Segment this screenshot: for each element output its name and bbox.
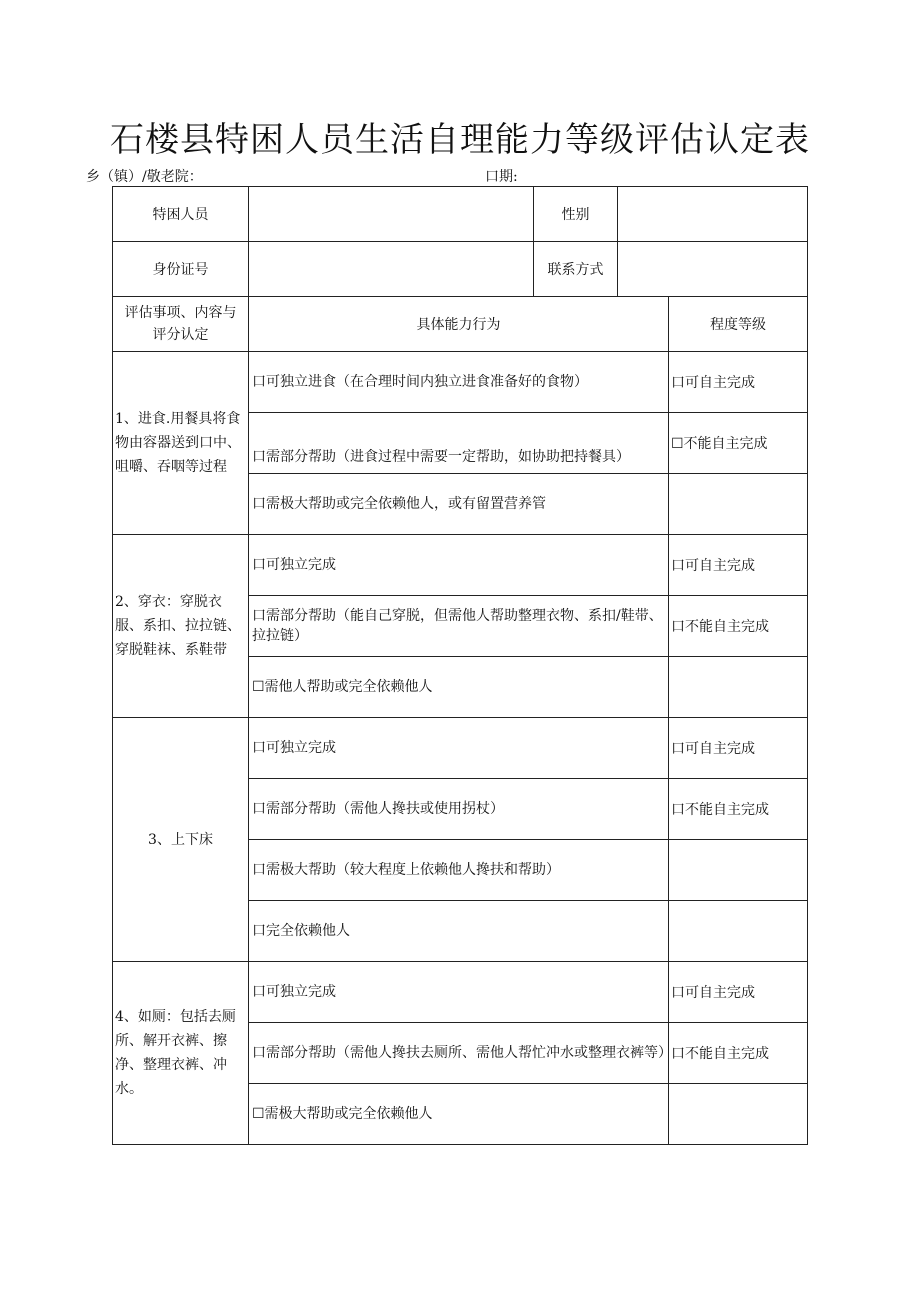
- contact-field[interactable]: [618, 242, 808, 297]
- date-label: 口期:: [485, 169, 518, 185]
- section-2-level-3[interactable]: [669, 657, 808, 718]
- contact-label: 联系方式: [534, 242, 618, 297]
- section-4-option-2[interactable]: 口需部分帮助（需他人搀扶去厕所、需他人帮忙冲水或整理衣裤等）: [249, 1023, 669, 1084]
- section-3-level-1[interactable]: 口可自主完成: [669, 718, 808, 779]
- table-row: [113, 718, 808, 779]
- section-4-level-3[interactable]: [669, 1084, 808, 1145]
- page-title: 石楼县特困人员生活自理能力等级评估认定表: [110, 120, 810, 160]
- person-field[interactable]: [249, 187, 534, 242]
- table-row: [113, 352, 808, 413]
- section-1-option-3[interactable]: 口需极大帮助或完全依赖他人，或有留置营养管: [249, 474, 669, 535]
- section-4-level-1[interactable]: 口可自主完成: [669, 962, 808, 1023]
- section-2-level-1[interactable]: 口可自主完成: [669, 535, 808, 596]
- table-row: [113, 535, 808, 596]
- section-3-option-4[interactable]: 口完全依赖他人: [249, 901, 669, 962]
- section-2-category: 2、穿衣：穿脱衣服、系扣、拉拉链、穿脱鞋袜、系鞋带: [113, 535, 249, 718]
- section-1-level-1[interactable]: 口可自主完成: [669, 352, 808, 413]
- section-4-level-2[interactable]: 口不能自主完成: [669, 1023, 808, 1084]
- section-2-level-2[interactable]: 口不能自主完成: [669, 596, 808, 657]
- township-label: 乡（镇）/敬老院：: [86, 169, 203, 185]
- section-3-option-2[interactable]: 口需部分帮助（需他人搀扶或使用拐杖）: [249, 779, 669, 840]
- info-row-id: [113, 242, 808, 297]
- gender-label: 性别: [534, 187, 618, 242]
- section-1-option-1[interactable]: 口可独立进食（在合理时间内独立进食准备好的食物）: [249, 352, 669, 413]
- section-3-option-3[interactable]: 口需极大帮助（较大程度上依赖他人搀扶和帮助）: [249, 840, 669, 901]
- column-header-level: 程度等级: [669, 297, 808, 352]
- section-3-level-2[interactable]: 口不能自主完成: [669, 779, 808, 840]
- column-header-behavior: 具体能力行为: [249, 297, 669, 352]
- assessment-table: [112, 186, 808, 1145]
- info-row-person: [113, 187, 808, 242]
- person-label: 特困人员: [113, 187, 249, 242]
- id-field[interactable]: [249, 242, 534, 297]
- section-2-option-1[interactable]: 口可独立完成: [249, 535, 669, 596]
- section-1-level-2[interactable]: ☐不能自主完成: [669, 413, 808, 474]
- gender-field[interactable]: [618, 187, 808, 242]
- section-2-option-3[interactable]: ☐需他人帮助或完全依赖他人: [249, 657, 669, 718]
- section-3-level-4[interactable]: [669, 901, 808, 962]
- section-1-level-3[interactable]: [669, 474, 808, 535]
- section-3-option-1[interactable]: 口可独立完成: [249, 718, 669, 779]
- column-header-item: 评估事项、内容与评分认定: [113, 297, 249, 352]
- id-label: 身份证号: [113, 242, 249, 297]
- section-4-option-3[interactable]: ☐需极大帮助或完全依赖他人: [249, 1084, 669, 1145]
- section-4-category: 4、如厕：包括去厕所、解开衣裤、擦净、整理衣裤、冲水。: [113, 962, 249, 1145]
- section-1-category: 1、进食.用餐具将食物由容器送到口中、咀嚼、吞咽等过程: [113, 352, 249, 535]
- column-header-row: [113, 297, 808, 352]
- section-3-category: 3、上下床: [113, 718, 249, 962]
- section-3-level-3[interactable]: [669, 840, 808, 901]
- section-4-option-1[interactable]: 口可独立完成: [249, 962, 669, 1023]
- section-1-option-2[interactable]: 口需部分帮助（进食过程中需要一定帮助，如协助把持餐具）: [249, 413, 669, 474]
- section-2-option-2[interactable]: 口需部分帮助（能自己穿脱，但需他人帮助整理衣物、系扣/鞋带、拉拉链）: [249, 596, 669, 657]
- table-row: [113, 962, 808, 1023]
